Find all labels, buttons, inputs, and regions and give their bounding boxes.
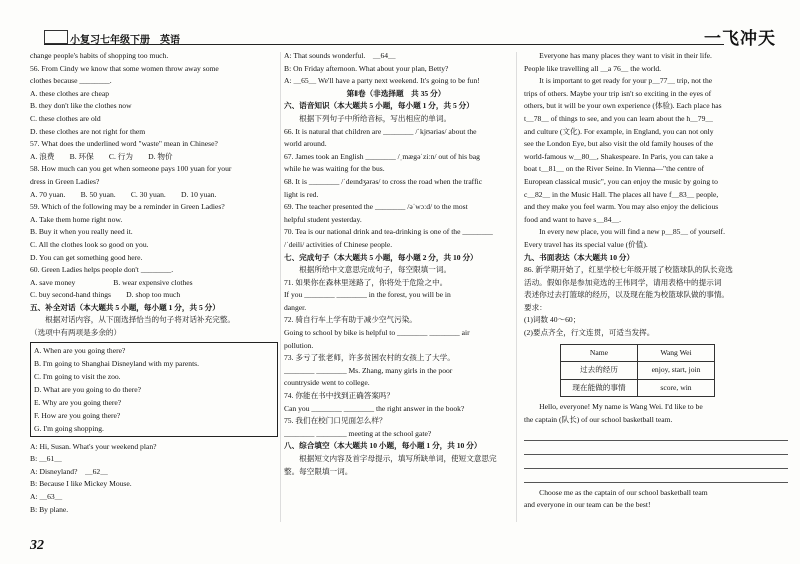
writing-line[interactable] bbox=[524, 458, 788, 469]
section-instruction: 根据所给中文意思完成句子，每空限填一词。 bbox=[284, 265, 452, 275]
passage-line: People like travelling all ＿a 76＿ the world. bbox=[524, 63, 662, 73]
question-60: 60. Green Ladies helps people don't ________. bbox=[30, 265, 174, 275]
essay-opening: Hello, everyone! My name is Wang Wei. I'd like to be bbox=[524, 402, 703, 412]
option-line: C. these clothes are old bbox=[30, 113, 101, 123]
text-line: light is red. bbox=[284, 189, 319, 199]
dialog-line: B: On Friday afternoon. What about your plan, Betty? bbox=[284, 63, 449, 73]
column-middle bbox=[284, 50, 508, 478]
table-cell: enjoy, start, join bbox=[638, 362, 715, 380]
text-line: danger. bbox=[284, 302, 307, 312]
dialog-line: B: ＿61＿ bbox=[30, 454, 62, 464]
section-heading: 五、补全对话（本大题共 5 小题，每小题 1 分，共 5 分） bbox=[30, 302, 220, 312]
passage-line: see the London Eye, but also visit the old family houses of the bbox=[524, 139, 714, 149]
table-row bbox=[561, 362, 715, 380]
table-cell: score, win bbox=[638, 379, 715, 397]
writing-line[interactable] bbox=[524, 430, 788, 441]
part-title: 第Ⅱ卷（非选择题 共 35 分） bbox=[346, 88, 446, 98]
passage-line: others, but it will be your own experience (体验). Each place has bbox=[524, 101, 722, 111]
option-item: G. I'm going shopping. bbox=[34, 423, 104, 433]
text-line: (1)词数 40～60； bbox=[524, 315, 581, 325]
question-58: 58. How much can you get when someone pays 100 yuan for your bbox=[30, 164, 232, 174]
passage-line: world-famous w＿80＿, Shakespeare. In Paris, you can take a bbox=[524, 151, 714, 161]
column-left bbox=[30, 50, 278, 516]
option-line: A. Take them home right now. bbox=[30, 214, 123, 224]
text-line: 表述你过去打篮球的经历，以及现在能为校篮球队做的事情。 bbox=[524, 290, 730, 300]
question-86: 86. 新学期开始了，红星学校七年级开展了校篮球队的队长竞选 bbox=[524, 265, 733, 275]
table-row bbox=[561, 379, 715, 397]
passage-line: trips of others. Maybe your trip isn't so exciting in the eyes of bbox=[524, 88, 712, 98]
option-item: E. Why are you going there? bbox=[34, 397, 122, 407]
passage-line: c＿82＿ in the Music Hall. The places all have f＿83＿ people, bbox=[524, 189, 719, 199]
option-line: A. these clothes are cheap bbox=[30, 88, 110, 98]
text-line: Going to school by bike is helpful to ________ ________ air bbox=[284, 328, 470, 338]
text-line: If you ________ ________ in the forest, you will be in bbox=[284, 290, 451, 300]
table-header-cell: Name bbox=[561, 344, 638, 362]
section-heading: 六、语音知识（本大题共 5 小题，每小题 1 分，共 5 分） bbox=[284, 101, 474, 111]
logo-icon bbox=[44, 30, 68, 44]
passage-line: Everyone has many places they want to visit in their life. bbox=[524, 51, 712, 60]
question-56: 56. From Cindy we know that some women throw away some bbox=[30, 63, 219, 73]
text-line: (2)要点齐全，行文连贯，可适当发挥。 bbox=[524, 328, 655, 338]
question-72: 72. 骑自行车上学有助于减少空气污染。 bbox=[284, 315, 417, 325]
passage-line: It is important to get ready for your p＿77＿ trip, not the bbox=[524, 76, 713, 86]
question-66: 66. It is natural that children are ________ /ˈkjʊəriəs/ about the bbox=[284, 126, 477, 136]
passage-line: In every new place, you will find a new p＿85＿ of yourself. bbox=[524, 227, 725, 237]
essay-closing: Choose me as the captain of our school basketball team bbox=[524, 487, 708, 497]
dialog-line: B: Because I like Mickey Mouse. bbox=[30, 479, 132, 489]
passage-line: and they make you feel warm. You may also enjoy the delicious bbox=[524, 202, 719, 212]
section-note: （选项中有两项是多余的） bbox=[30, 328, 122, 338]
header-rule bbox=[44, 44, 724, 45]
option-line: A. save money B. wear expensive clothes bbox=[30, 277, 193, 287]
header-brand: 一飞冲天 bbox=[704, 29, 776, 49]
table-cell: 过去的经历 bbox=[561, 362, 638, 380]
option-item: D. What are you going to do there? bbox=[34, 384, 141, 394]
passage-line: boat t＿81＿ on the River Seine. In Vienna—"the centre of bbox=[524, 164, 705, 174]
passage-line: food and want to have s＿84＿. bbox=[524, 214, 622, 224]
text-line: ________ ________ meeting at the school gate? bbox=[284, 428, 432, 438]
text-line: /ˈdeili/ activities of Chinese people. bbox=[284, 239, 393, 249]
question-74: 74. 你能在书中找到正确答案吗？ bbox=[284, 391, 395, 401]
text-line: change people's habits of shopping too much. bbox=[30, 51, 169, 60]
option-line: A. 浪费 B. 环保 C. 行为 D. 物价 bbox=[30, 151, 173, 161]
section-heading: 七、完成句子（本大题共 5 小题，每小题 2 分，共 10 分） bbox=[284, 252, 478, 262]
dialog-line: B: By plane. bbox=[30, 504, 69, 514]
text-line: 要求： bbox=[524, 302, 547, 312]
option-item: C. I'm going to visit the zoo. bbox=[34, 371, 121, 381]
option-item: B. I'm going to Shanghai Disneyland with my parents. bbox=[34, 358, 200, 368]
question-59: 59. Which of the following may be a reminder in Green Ladies? bbox=[30, 202, 225, 212]
options-box bbox=[30, 342, 278, 437]
column-divider bbox=[280, 52, 281, 522]
question-68: 68. It is ________ /ˈdeɪndʒərəs/ to cross the road when the traffic bbox=[284, 176, 483, 186]
option-line: C. buy second-hand things D. shop too much bbox=[30, 290, 181, 300]
dialog-line: A: Disneyland? ＿62＿ bbox=[30, 466, 108, 476]
question-73: 73. 多亏了张老师，许多贫困农村的女孩上了大学。 bbox=[284, 353, 455, 363]
table-header-row bbox=[561, 344, 715, 362]
question-71: 71. 如果你在森林里迷路了，你将处于危险之中。 bbox=[284, 277, 448, 287]
table-cell: 现在能做的事情 bbox=[561, 379, 638, 397]
question-57: 57. What does the underlined word "waste" mean in Chinese? bbox=[30, 139, 218, 149]
column-divider bbox=[516, 52, 517, 522]
section-instruction: 整。每空限填一词。 bbox=[284, 466, 353, 476]
dialog-line: A: Hi, Susan. What's your weekend plan? bbox=[30, 441, 157, 451]
passage-line: and culture (文化). For example, in England, you can not only bbox=[524, 126, 714, 136]
dialog-line: A: ＿63＿ bbox=[30, 492, 63, 502]
question-67: 67. James took an English ________ /ˌmægəˈziːn/ out of his bag bbox=[284, 151, 480, 161]
option-line: B. they don't like the clothes now bbox=[30, 101, 132, 111]
page-header bbox=[0, 0, 800, 49]
page-number: 32 bbox=[30, 538, 44, 553]
section-heading: 八、综合填空（本大题共 10 小题，每小题 1 分，共 10 分） bbox=[284, 441, 482, 451]
writing-line[interactable] bbox=[524, 444, 788, 455]
option-line: D. You can get something good here. bbox=[30, 252, 143, 262]
text-line: countryside went to college. bbox=[284, 378, 370, 388]
dialog-line: A: That sounds wonderful. ＿64＿ bbox=[284, 51, 396, 60]
info-table bbox=[560, 344, 715, 398]
passage-line: European classical music", you can enjoy the music by going to bbox=[524, 176, 718, 186]
text-line: pollution. bbox=[284, 340, 314, 350]
text-line: clothes because ________. bbox=[30, 76, 112, 86]
option-item: F. How are you going there? bbox=[34, 410, 121, 420]
writing-line[interactable] bbox=[524, 472, 788, 483]
section-instruction: 根据对话内容，从下面选择恰当的句子将对话补充完整。 bbox=[30, 315, 236, 325]
text-line: Can you ________ ________ the right answer in the book? bbox=[284, 403, 465, 413]
section-instruction: 根据下列句子中所给音标，写出相应的单词。 bbox=[284, 113, 452, 123]
option-line: B. Buy it when you really need it. bbox=[30, 227, 133, 237]
table-header-cell: Wang Wei bbox=[638, 344, 715, 362]
passage-line: Every travel has its special value (价值). bbox=[524, 239, 648, 249]
dialog-line: A: ＿65＿ We'll have a party next weekend. It's going to be fun! bbox=[284, 76, 480, 86]
option-line: C. All the clothes look so good on you. bbox=[30, 239, 149, 249]
section-heading: 九、书面表达（本大题共 10 分） bbox=[524, 252, 635, 262]
essay-closing: and everyone in our team can be the best! bbox=[524, 500, 651, 510]
text-line: world around. bbox=[284, 139, 327, 149]
question-75: 75. 我们在校门口见面怎么样？ bbox=[284, 416, 387, 426]
text-line: 活动。假如你是参加竞选的王伟同学，请用表格中的提示词 bbox=[524, 277, 722, 287]
question-70: 70. Tea is our national drink and tea-drinking is one of the ________ bbox=[284, 227, 493, 237]
text-line: dress in Green Ladies? bbox=[30, 176, 100, 186]
option-item: A. When are you going there? bbox=[34, 345, 126, 355]
column-right bbox=[524, 50, 788, 512]
option-line: D. these clothes are not right for them bbox=[30, 126, 146, 136]
text-line: ________ ________ Ms. Zhang, many girls in the poor bbox=[284, 365, 453, 375]
option-line: A. 70 yuan. B. 50 yuan. C. 30 yuan. D. 10 yuan. bbox=[30, 189, 217, 199]
text-line: helpful student yesterday. bbox=[284, 214, 362, 224]
essay-opening: the captain (队长) of our school basketball team. bbox=[524, 415, 673, 425]
text-line: while he was waiting for the bus. bbox=[284, 164, 385, 174]
section-instruction: 根据短文内容及首字母提示，填写所缺单词，使短文意思完 bbox=[284, 454, 497, 463]
header-title: 小复习七年级下册 英语 bbox=[70, 35, 180, 46]
question-69: 69. The teacher presented the ________ /əˈwɔːd/ to the most bbox=[284, 202, 468, 212]
passage-line: t＿78＿ of things to see, and you can learn about the h＿79＿ bbox=[524, 113, 713, 123]
